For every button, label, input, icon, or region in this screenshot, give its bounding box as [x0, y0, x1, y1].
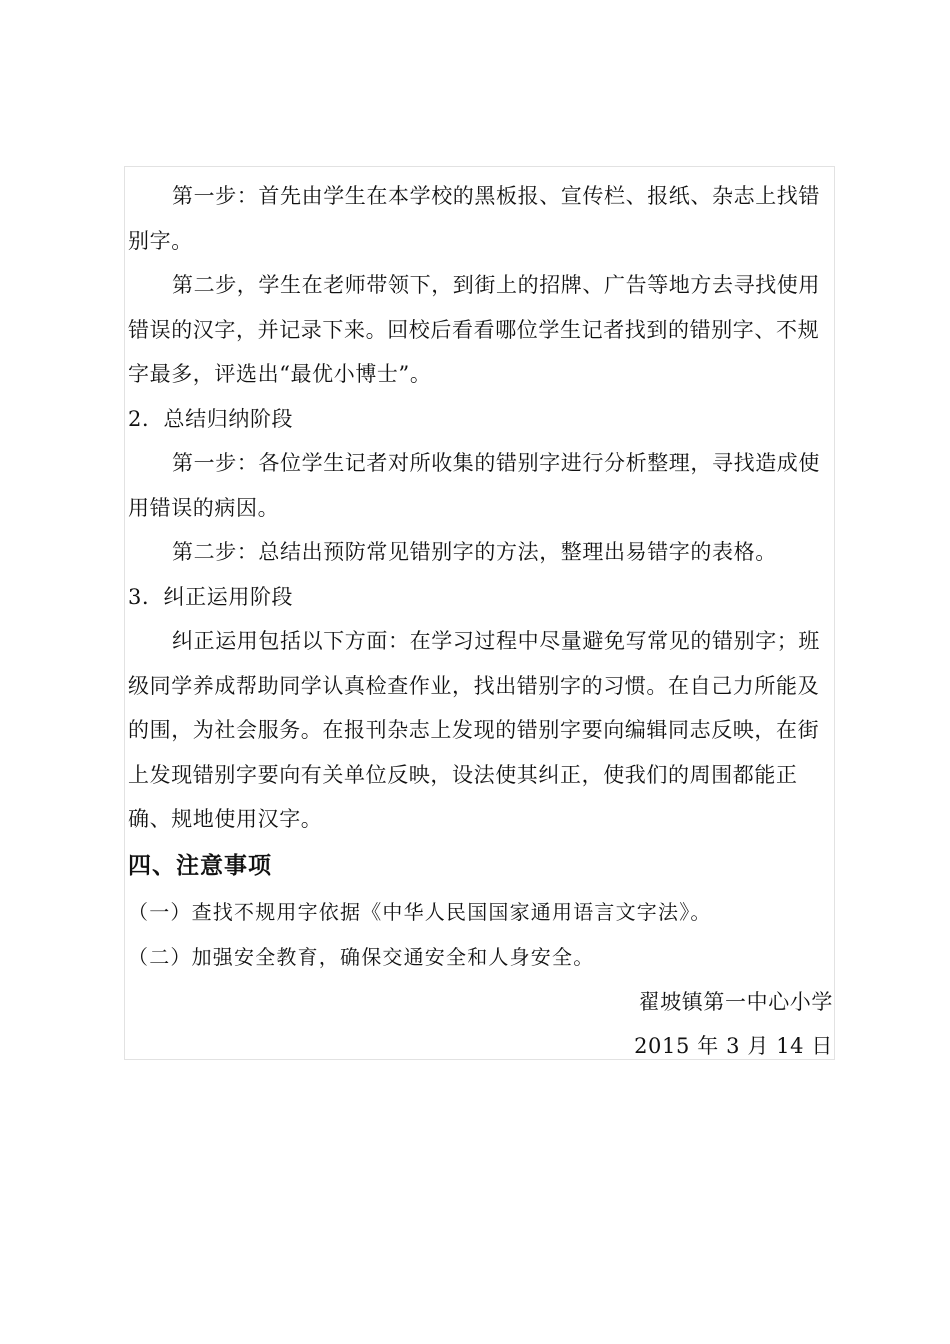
stage-two-heading: 2．总结归纳阶段	[128, 406, 294, 431]
stage-three-heading: 3．纠正运用阶段	[128, 584, 294, 609]
school-signature: 翟坡镇第一中心小学	[638, 989, 833, 1014]
note-item-two: （二）加强安全教育，确保交通安全和人身安全。	[128, 944, 595, 969]
section-four-heading: 四、注意事项	[128, 852, 272, 879]
signature-date: 2015 年 3 月 14 日	[634, 1034, 833, 1058]
note-item-one: （一）查找不规用字依据《中华人民国国家通用语言文字法》。	[128, 899, 712, 924]
correction-paragraph: 纠正运用包括以下方面：在学习过程中尽量避免写常见的错别字；班级同学养成帮助同学认真检查作业，找出错别字的习惯。在自己力所能及的围，为社会服务。在报刊杂志上发现的错别字要向编辑同志反映，在街上发现错别字要向有关单位反映，设法使其纠正，使我们的周围都能正确、规地使用汉字。	[128, 629, 820, 831]
step-two-paragraph: 第二步，学生在老师带领下，到街上的招牌、广告等地方去寻找使用错误的汉字，并记录下来。回校后看看哪位学生记者找到的错别字、不规字最多，评选出“最优小博士”。	[128, 273, 820, 386]
summary-step-two-paragraph: 第二步：总结出预防常见错别字的方法，整理出易错字的表格。	[172, 540, 777, 564]
document-body	[128, 174, 833, 1069]
summary-step-one-paragraph: 第一步：各位学生记者对所收集的错别字进行分析整理，寻找造成使用错误的病因。	[128, 451, 820, 520]
step-one-paragraph: 第一步：首先由学生在本学校的黑板报、宣传栏、报纸、杂志上找错别字。	[128, 184, 820, 253]
